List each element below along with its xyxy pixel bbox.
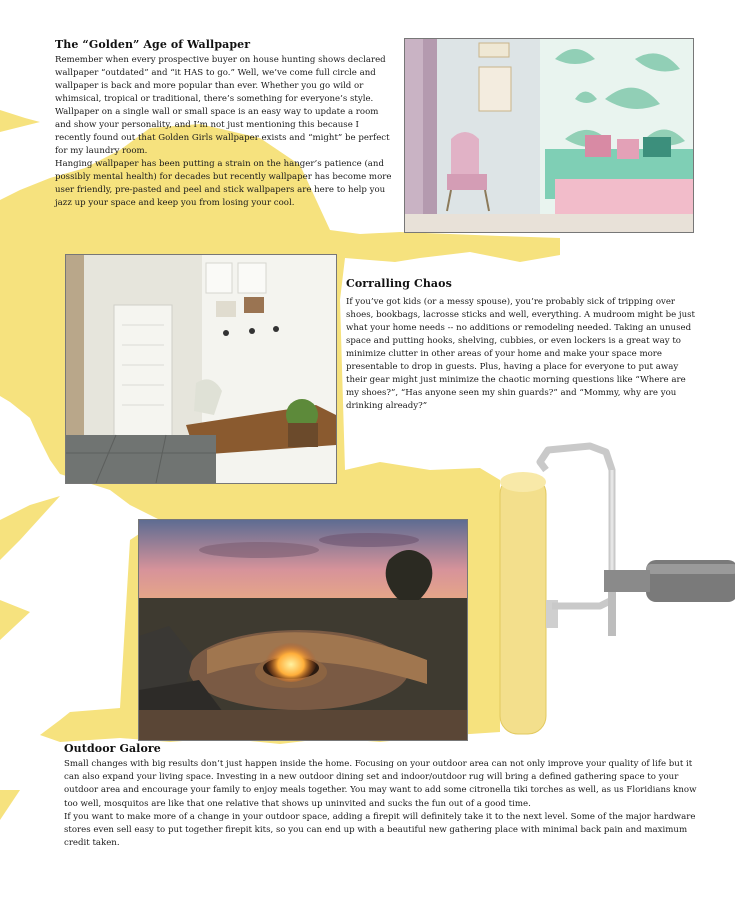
paragraph: If you want to make more of a change in your outdoor space, adding a firepit will definitely take it to the next level. Some of the major hardware stores even sell easy to put together firepit kits, so you can end up with a beautiful new gathering place with minimal back pain and maximum credit taken. bbox=[64, 811, 696, 849]
paragraph: If you’ve got kids (or a messy spouse), you’re probably sick of tripping over shoes, bookbags, lacrosse sticks and well, everything. A mudroom might be just what your home needs -- no additions or remodeling needed. Taking an unused space and putting hooks, shelving, cubbies, or even lockers is a great way to minimize clutter in other areas of your home and make your space more presentable to drop in guests. Plus, having a place for everyone to put away their gear might just minimize the chaotic morning questions like “Where are my shoes?”, “Has anyone seen my shin guards?” and “Mommy, why are you drinking already?” bbox=[346, 297, 695, 411]
paragraph: Small changes with big results don’t just happen inside the home. Focusing on your outdoor area can not only improve your quality of life but it can also expand your living space. Investing in a new outdoor dining set and indoor/outdoor rug will bring a defined gathering space to your outdoor area and encourage your family to enjoy meals together. You may want to add some citronella tiki torches as well, as us Floridians know too well, mosquitos are like that one relative that shows up uninvited and sucks the fun out of a good time. bbox=[64, 759, 697, 809]
firepit-photo bbox=[138, 519, 468, 741]
mudroom-section bbox=[346, 277, 696, 413]
paragraph: Hanging wallpaper has been putting a strain on the hanger’s patience (and possibly mental health) for decades but recently wallpaper has become more user friendly, pre-pasted and peel and stick wallpapers are here to help you jazz up your space and keep you from losing your cool. bbox=[55, 159, 392, 208]
paint-roller-icon bbox=[500, 446, 735, 734]
section-title: The “Golden” Age of Wallpaper bbox=[55, 38, 251, 51]
outdoor-section bbox=[64, 742, 704, 850]
section-title: Outdoor Galore bbox=[64, 742, 161, 755]
mudroom-photo bbox=[65, 254, 337, 484]
bedroom-wallpaper-photo bbox=[404, 38, 694, 233]
paragraph: Remember when every prospective buyer on house hunting shows declared wallpaper “outdated” and “it HAS to go.” Well, we’ve come full circle and wallpaper is back and more popular than ever. Whether you go wild or whimsical, tropical or traditional, there’s something for everyone’s style. Wallpaper on a single wall or small space is an easy way to update a room and show your personality, and I’m not just mentioning this because I recently found out that Golden Girls wallpaper exists and “might” be perfect for my laundry room. bbox=[55, 55, 390, 156]
section-title: Corralling Chaos bbox=[346, 277, 452, 290]
wallpaper-section bbox=[55, 38, 393, 210]
